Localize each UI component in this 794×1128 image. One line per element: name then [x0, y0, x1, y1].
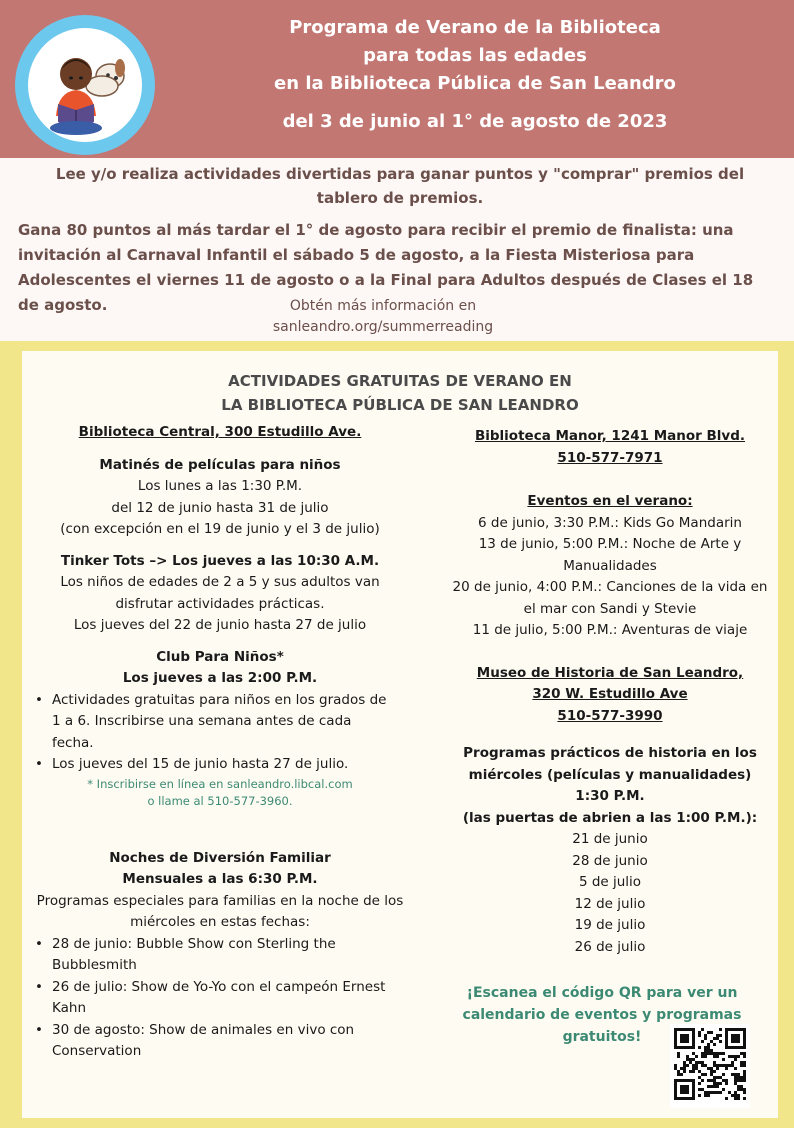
family-nights-time: Mensuales a las 6:30 P.M. — [122, 871, 318, 887]
qr-callout-text: ¡Escanea el código QR para ver un calendario de eventos y programas gratuitos! — [462, 985, 742, 1045]
kids-club-block — [30, 647, 410, 810]
family-nights-description: Programas especiales para familias en la noche de los miércoles en estas fechas: — [36, 892, 404, 930]
kids-club-note — [30, 776, 410, 810]
manor-library-phone: 510-577-7971 — [557, 449, 663, 466]
matinee-line: del 12 de junio hasta 31 de julio — [111, 499, 329, 516]
intro-lead-text: Lee y/o realiza actividades divertidas para ganar puntos y "comprar" premios del tablero de premios. — [55, 165, 745, 207]
museum-program-time: 1:30 P.M. — [575, 788, 645, 804]
activities-title-line-1: ACTIVIDADES GRATUITAS DE VERANO EN — [228, 372, 572, 390]
kids-club-title: Club Para Niños* — [156, 648, 284, 665]
museum-phone: 510-577-3990 — [557, 707, 663, 724]
matinee-line: Los lunes a las 1:30 P.M. — [137, 478, 303, 494]
matinee-line: (con excepción en el 19 de junio y el 3 de julio) — [60, 521, 380, 537]
museum-date: 28 de junio — [572, 852, 648, 869]
header-title-line-1: Programa de Verano de la Biblioteca — [289, 17, 661, 38]
activities-title-line-2: LA BIBLIOTECA PÚBLICA DE SAN LEANDRO — [221, 396, 579, 414]
tinker-tots-title: Tinker Tots –> Los jueves a las 10:30 A.M. — [60, 552, 380, 569]
list-item: • 26 de julio: Show de Yo-Yo con el campeón Ernest Kahn — [30, 977, 396, 1020]
manor-event: 11 de julio, 5:00 P.M.: Aventuras de viaje — [472, 622, 748, 638]
manor-events-title: Eventos en el verano: — [527, 493, 693, 509]
header-banner — [0, 0, 794, 158]
more-info-url: sanleandro.org/summerreading — [272, 319, 494, 335]
manor-library-heading: Biblioteca Manor, 1241 Manor Blvd. — [474, 428, 746, 444]
list-item: • 30 de agosto: Show de animales en vivo con Conservation — [30, 1020, 396, 1063]
family-nights-list — [30, 934, 410, 1063]
tinker-tots-dates: Los jueves del 22 de junio hasta 27 de julio — [73, 617, 367, 633]
kids-club-list — [30, 690, 410, 776]
matinee-title: Matinés de películas para niños — [99, 456, 341, 473]
intro-goal-text: Gana 80 puntos al más tardar el 1° de agosto para recibir el premio de finalista: una invitación al Carnaval Infantil el sábado 5 de agosto, a la Fiesta Misteriosa para Adolescentes el viernes 11 de agosto o a la Final para Adultos después de Clases el 18 de agosto. — [18, 221, 754, 314]
museum-date: 5 de julio — [578, 874, 642, 890]
museum-date: 26 de julio — [574, 938, 646, 955]
museum-program-title: Programas prácticos de historia en los miércoles (películas y manualidades) — [463, 745, 757, 783]
more-info — [200, 296, 566, 338]
family-nights-title: Noches de Diversión Familiar — [109, 849, 331, 866]
manor-event: 20 de junio, 4:00 P.M.: Canciones de la vida en el mar con Sandi y Stevie — [452, 579, 768, 617]
program-dates: del 3 de junio al 1° de agosto de 2023 — [282, 111, 668, 132]
intro-section — [0, 158, 794, 341]
tinker-tots-description: Los niños de edades de 2 a 5 y sus adultos van disfrutar actividades prácticas. — [60, 574, 380, 612]
manor-museum-column — [452, 426, 768, 958]
museum-date: 19 de julio — [574, 917, 646, 933]
header-title-line-2: para todas las edades — [363, 45, 587, 66]
museum-doors: (las puertas de abrien a las 1:00 P.M.): — [462, 809, 758, 826]
tinker-tots-block — [30, 551, 410, 637]
kids-club-note-line-2: o llame al 510-577-3960. — [147, 793, 293, 808]
more-info-label: Obtén más información en — [289, 298, 477, 314]
kids-club-time: Los jueves a las 2:00 P.M. — [122, 670, 318, 686]
header-title-line-3: en la Biblioteca Pública de San Leandro — [274, 73, 676, 94]
museum-heading-line-1: Museo de Historia de San Leandro, — [476, 664, 744, 681]
museum-heading-line-2: 320 W. Estudillo Ave — [532, 686, 688, 702]
manor-event: 6 de junio, 3:30 P.M.: Kids Go Mandarin — [478, 514, 742, 531]
list-item: • Los jueves del 15 de junio hasta 27 de julio. — [30, 754, 396, 776]
central-library-column — [30, 422, 410, 1063]
list-item: • Actividades gratuitas para niños en los grados de 1 a 6. Inscribirse una semana antes de cada fecha. — [30, 690, 396, 755]
activities-title — [22, 369, 778, 417]
matinee-block — [30, 455, 410, 541]
museum-date: 21 de junio — [572, 831, 648, 847]
kids-club-note-line-1: * Inscribirse en línea en sanleandro.libcal.com — [87, 776, 353, 791]
list-item: • 28 de junio: Bubble Show con Sterling the Bubblesmith — [30, 934, 396, 977]
header-title — [170, 14, 780, 135]
manor-event: 13 de junio, 5:00 P.M.: Noche de Arte y Manualidades — [478, 536, 742, 574]
museum-date: 12 de julio — [574, 895, 646, 912]
qr-code-icon[interactable] — [670, 1024, 750, 1108]
central-library-heading: Biblioteca Central, 300 Estudillo Ave. — [78, 424, 362, 440]
child-reading-with-dog-icon — [28, 28, 142, 142]
family-nights-block — [30, 848, 410, 1063]
